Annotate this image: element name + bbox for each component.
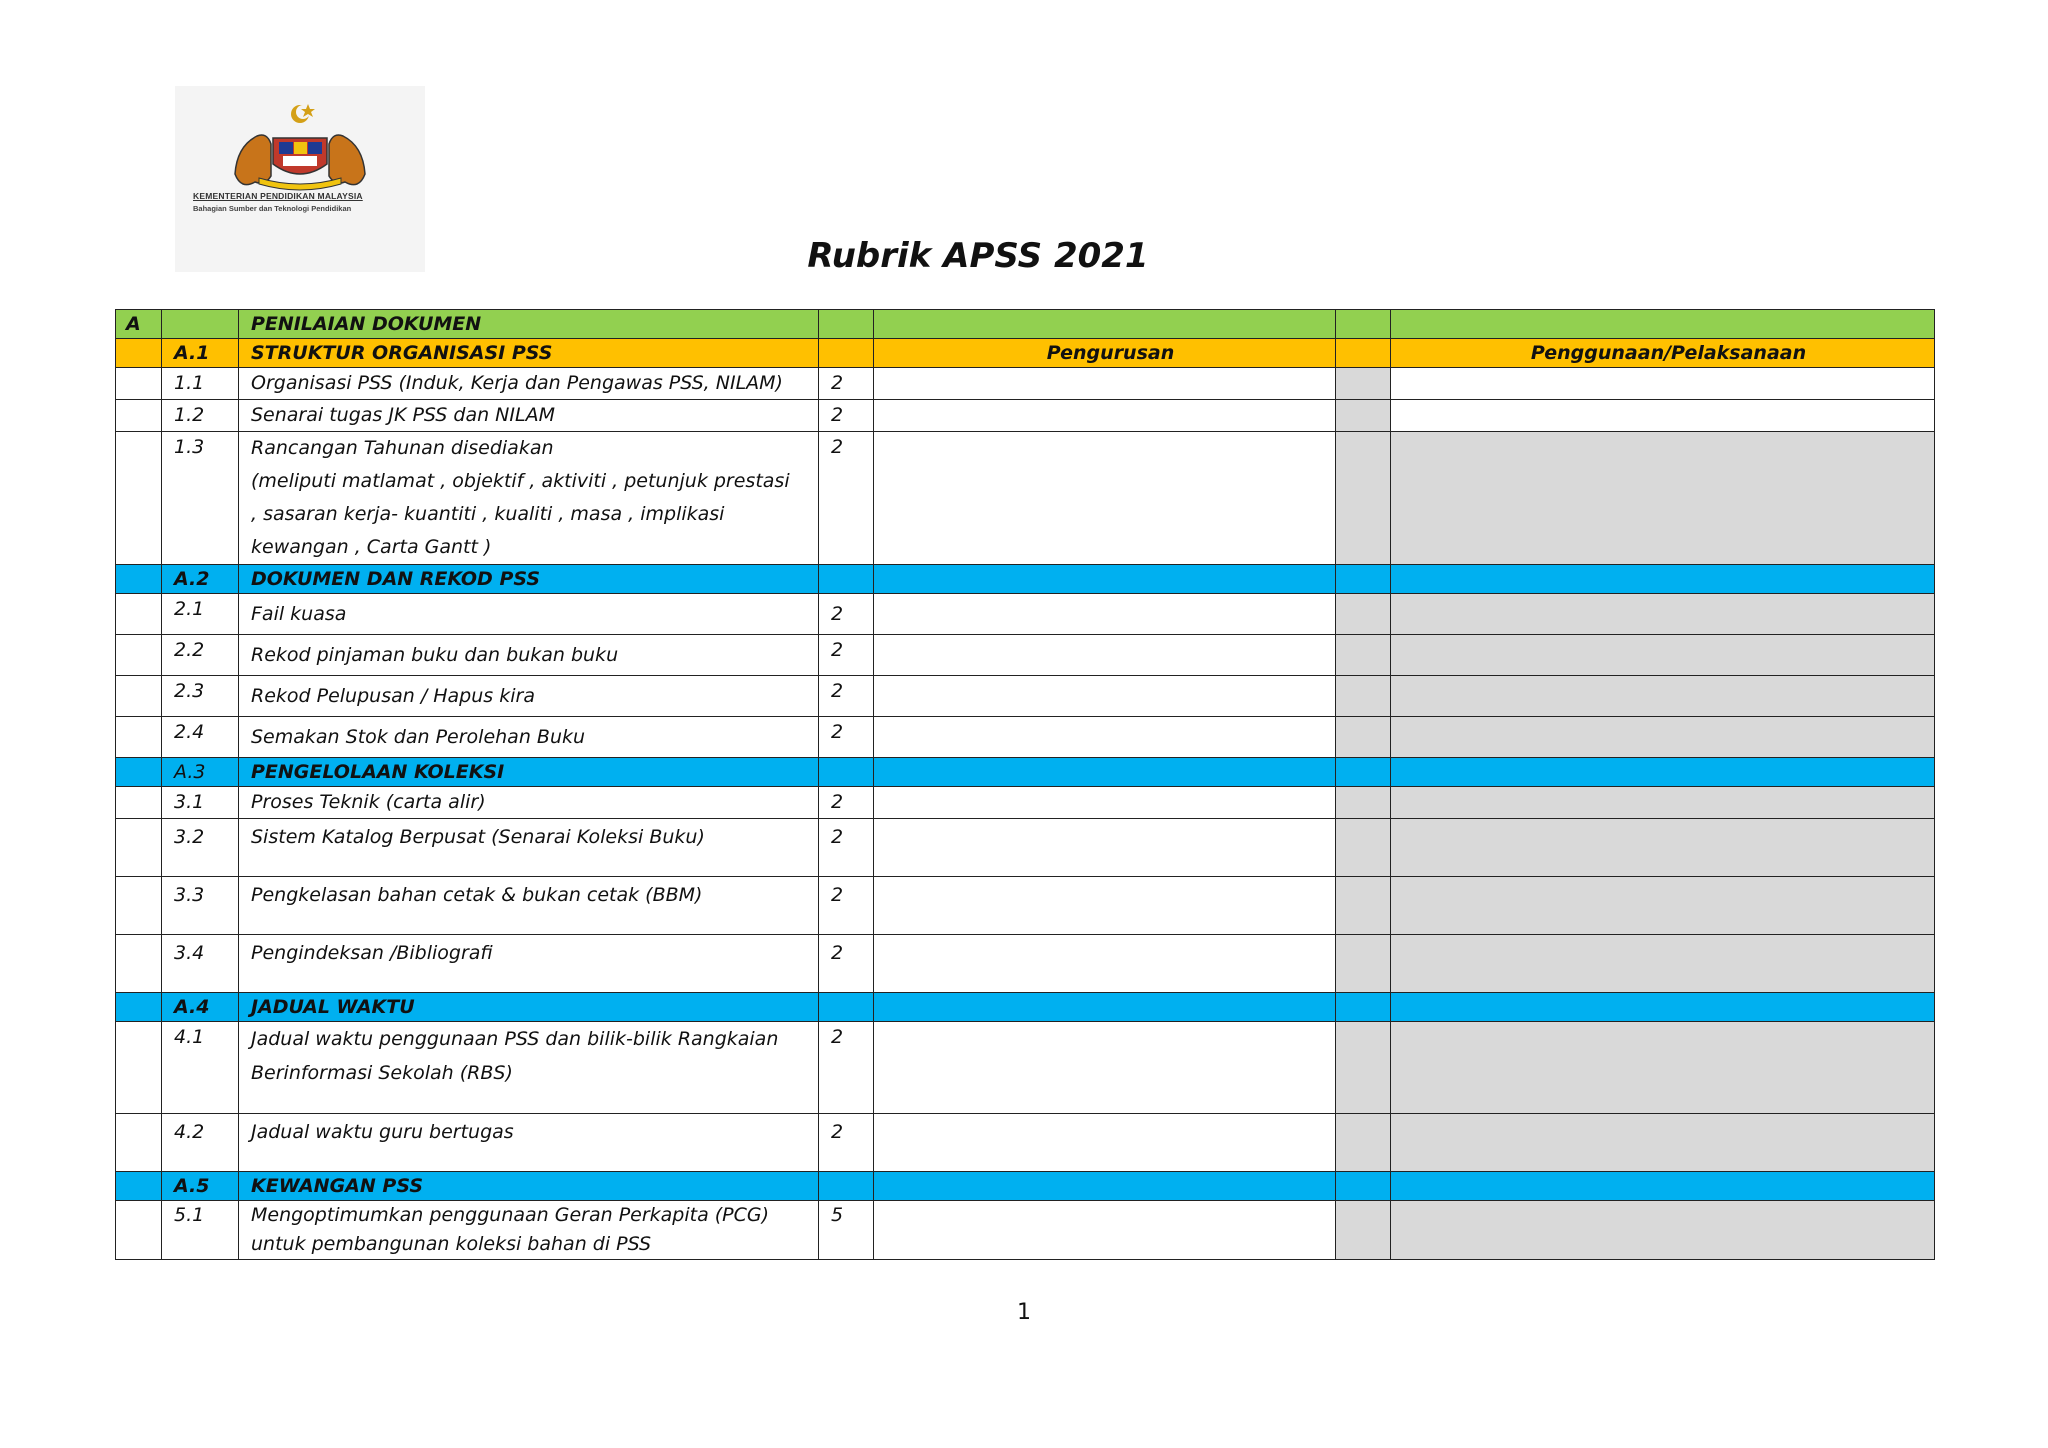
empty-cell bbox=[874, 310, 1336, 339]
item-number: 3.4 bbox=[162, 935, 239, 993]
page-number: 1 bbox=[1017, 1300, 1031, 1325]
pengurusan-cell bbox=[874, 432, 1336, 565]
pengurusan-cell bbox=[874, 717, 1336, 758]
empty-cell bbox=[819, 565, 874, 594]
item-text-cell bbox=[239, 1022, 819, 1114]
empty-cell bbox=[116, 1114, 162, 1172]
pengurusan-cell bbox=[874, 676, 1336, 717]
empty-cell bbox=[116, 1022, 162, 1114]
rubric-table bbox=[115, 309, 1935, 1260]
grey-cell bbox=[1336, 787, 1391, 819]
table-row bbox=[116, 400, 1935, 432]
ministry-division: Bahagian Sumber dan Teknologi Pendidikan bbox=[193, 204, 352, 213]
pengurusan-cell bbox=[874, 787, 1336, 819]
subsection-title: PENGELOLAAN KOLEKSI bbox=[239, 758, 819, 787]
empty-cell bbox=[819, 1172, 874, 1201]
empty-cell bbox=[1391, 565, 1935, 594]
empty-cell bbox=[116, 565, 162, 594]
item-score: 2 bbox=[819, 1114, 874, 1172]
penggunaan-cell bbox=[1391, 400, 1935, 432]
item-number: 4.1 bbox=[162, 1022, 239, 1114]
item-score: 2 bbox=[819, 819, 874, 877]
item-text: Semakan Stok dan Perolehan Buku bbox=[239, 717, 819, 758]
empty-cell bbox=[1336, 993, 1391, 1022]
table-row bbox=[116, 368, 1935, 400]
empty-cell bbox=[116, 819, 162, 877]
subsection-header-row bbox=[116, 339, 1935, 368]
pengurusan-cell bbox=[874, 1114, 1336, 1172]
empty-cell bbox=[116, 717, 162, 758]
grey-cell bbox=[1336, 432, 1391, 565]
pengurusan-cell bbox=[874, 635, 1336, 676]
item-number: 3.2 bbox=[162, 819, 239, 877]
empty-cell bbox=[819, 310, 874, 339]
subsection-title: DOKUMEN DAN REKOD PSS bbox=[239, 565, 819, 594]
grey-cell bbox=[1336, 400, 1391, 432]
pengurusan-cell bbox=[874, 819, 1336, 877]
subsection-title: JADUAL WAKTU bbox=[239, 993, 819, 1022]
empty-cell bbox=[874, 565, 1336, 594]
pengurusan-cell bbox=[874, 1022, 1336, 1114]
subsection-header-row bbox=[116, 758, 1935, 787]
item-score: 2 bbox=[819, 594, 874, 635]
table-row bbox=[116, 432, 1935, 565]
penggunaan-cell bbox=[1391, 368, 1935, 400]
table-row bbox=[116, 877, 1935, 935]
empty-cell bbox=[116, 877, 162, 935]
empty-cell bbox=[116, 339, 162, 368]
empty-cell bbox=[116, 787, 162, 819]
penggunaan-cell bbox=[1391, 1022, 1935, 1114]
empty-cell bbox=[116, 935, 162, 993]
item-text: Jadual waktu guru bertugas bbox=[239, 1114, 819, 1172]
penggunaan-cell bbox=[1391, 787, 1935, 819]
empty-cell bbox=[819, 758, 874, 787]
table-row bbox=[116, 935, 1935, 993]
subsection-title: KEWANGAN PSS bbox=[239, 1172, 819, 1201]
subsection-code: A.5 bbox=[162, 1172, 239, 1201]
item-number: 2.1 bbox=[162, 594, 239, 635]
empty-cell bbox=[819, 339, 874, 368]
column-header-pengurusan: Pengurusan bbox=[874, 339, 1336, 368]
empty-cell bbox=[116, 1201, 162, 1260]
item-number: 1.2 bbox=[162, 400, 239, 432]
table-row bbox=[116, 1201, 1935, 1260]
item-text: Organisasi PSS (Induk, Kerja dan Pengawas PSS, NILAM) bbox=[239, 368, 819, 400]
empty-cell bbox=[116, 676, 162, 717]
pengurusan-cell bbox=[874, 400, 1336, 432]
penggunaan-cell bbox=[1391, 635, 1935, 676]
item-text: Sistem Katalog Berpusat (Senarai Koleksi Buku) bbox=[239, 819, 819, 877]
item-number: 2.2 bbox=[162, 635, 239, 676]
item-score: 2 bbox=[819, 400, 874, 432]
empty-cell bbox=[874, 758, 1336, 787]
pengurusan-cell bbox=[874, 1201, 1336, 1260]
subsection-header-row bbox=[116, 993, 1935, 1022]
item-score: 2 bbox=[819, 787, 874, 819]
grey-cell bbox=[1336, 717, 1391, 758]
empty-cell bbox=[116, 635, 162, 676]
column-header-penggunaan: Penggunaan/Pelaksanaan bbox=[1391, 339, 1935, 368]
penggunaan-cell bbox=[1391, 1114, 1935, 1172]
subsection-header-row bbox=[116, 565, 1935, 594]
item-number: 3.1 bbox=[162, 787, 239, 819]
subsection-code: A.4 bbox=[162, 993, 239, 1022]
empty-cell bbox=[1336, 758, 1391, 787]
grey-cell bbox=[1336, 635, 1391, 676]
table-row bbox=[116, 594, 1935, 635]
subsection-code: A.1 bbox=[162, 339, 239, 368]
item-text-cell bbox=[239, 1201, 819, 1260]
table-row bbox=[116, 819, 1935, 877]
section-code: A bbox=[116, 310, 162, 339]
table-row bbox=[116, 635, 1935, 676]
item-text: Pengindeksan /Bibliografi bbox=[239, 935, 819, 993]
empty-cell bbox=[116, 400, 162, 432]
item-number: 1.1 bbox=[162, 368, 239, 400]
penggunaan-cell bbox=[1391, 432, 1935, 565]
grey-cell bbox=[1336, 1201, 1391, 1260]
grey-cell bbox=[1336, 594, 1391, 635]
penggunaan-cell bbox=[1391, 1201, 1935, 1260]
grey-cell bbox=[1336, 877, 1391, 935]
empty-cell bbox=[874, 1172, 1336, 1201]
empty-cell bbox=[116, 432, 162, 565]
item-number: 2.3 bbox=[162, 676, 239, 717]
empty-cell bbox=[1336, 310, 1391, 339]
penggunaan-cell bbox=[1391, 935, 1935, 993]
item-score: 2 bbox=[819, 1022, 874, 1114]
item-text: Rekod pinjaman buku dan bukan buku bbox=[239, 635, 819, 676]
empty-cell bbox=[1391, 758, 1935, 787]
grey-cell bbox=[1336, 1022, 1391, 1114]
table-row bbox=[116, 676, 1935, 717]
page-title: Rubrik APSS 2021 bbox=[807, 236, 1149, 276]
ministry-name: KEMENTERIAN PENDIDIKAN MALAYSIA bbox=[193, 191, 363, 201]
item-number: 3.3 bbox=[162, 877, 239, 935]
item-text: Jadual waktu penggunaan PSS dan bilik-bilik Rangkaian Berinformasi Sekolah (RBS) bbox=[251, 1028, 779, 1084]
subsection-title: STRUKTUR ORGANISASI PSS bbox=[239, 339, 819, 368]
item-score: 2 bbox=[819, 368, 874, 400]
empty-cell bbox=[162, 310, 239, 339]
item-score: 2 bbox=[819, 676, 874, 717]
empty-cell bbox=[1391, 993, 1935, 1022]
item-number: 4.2 bbox=[162, 1114, 239, 1172]
grey-cell bbox=[1336, 676, 1391, 717]
item-score: 2 bbox=[819, 935, 874, 993]
item-text: Fail kuasa bbox=[239, 594, 819, 635]
item-text: Rekod Pelupusan / Hapus kira bbox=[239, 676, 819, 717]
grey-cell bbox=[1336, 935, 1391, 993]
penggunaan-cell bbox=[1391, 877, 1935, 935]
table-row bbox=[116, 717, 1935, 758]
empty-cell bbox=[874, 993, 1336, 1022]
pengurusan-cell bbox=[874, 877, 1336, 935]
subsection-code: A.3 bbox=[162, 758, 239, 787]
item-text-detail: (meliputi matlamat , objektif , aktiviti , petunjuk prestasi , sasaran kerja- kuantiti , kualiti , masa , implikasi kewangan , Carta Gantt ) bbox=[251, 470, 790, 558]
empty-cell bbox=[1391, 1172, 1935, 1201]
grey-cell bbox=[1336, 819, 1391, 877]
section-title: PENILAIAN DOKUMEN bbox=[239, 310, 819, 339]
table-row bbox=[116, 1022, 1935, 1114]
empty-cell bbox=[116, 758, 162, 787]
item-text: Proses Teknik (carta alir) bbox=[239, 787, 819, 819]
empty-cell bbox=[819, 993, 874, 1022]
empty-cell bbox=[116, 993, 162, 1022]
penggunaan-cell bbox=[1391, 819, 1935, 877]
item-text: Mengoptimumkan penggunaan Geran Perkapita (PCG) untuk pembangunan koleksi bahan di PSS bbox=[251, 1204, 770, 1255]
empty-cell bbox=[116, 594, 162, 635]
pengurusan-cell bbox=[874, 594, 1336, 635]
item-score: 5 bbox=[819, 1201, 874, 1260]
table-row bbox=[116, 787, 1935, 819]
empty-cell bbox=[1391, 310, 1935, 339]
pengurusan-cell bbox=[874, 368, 1336, 400]
section-header-row bbox=[116, 310, 1935, 339]
empty-cell bbox=[116, 368, 162, 400]
item-score: 2 bbox=[819, 635, 874, 676]
empty-cell bbox=[1336, 565, 1391, 594]
item-text-cell bbox=[239, 432, 819, 565]
item-text: Senarai tugas JK PSS dan NILAM bbox=[239, 400, 819, 432]
pengurusan-cell bbox=[874, 935, 1336, 993]
item-score: 2 bbox=[819, 432, 874, 565]
penggunaan-cell bbox=[1391, 676, 1935, 717]
table-row bbox=[116, 1114, 1935, 1172]
subsection-code: A.2 bbox=[162, 565, 239, 594]
item-number: 2.4 bbox=[162, 717, 239, 758]
item-score: 2 bbox=[819, 717, 874, 758]
empty-cell bbox=[1336, 1172, 1391, 1201]
item-score: 2 bbox=[819, 877, 874, 935]
penggunaan-cell bbox=[1391, 594, 1935, 635]
subsection-header-row bbox=[116, 1172, 1935, 1201]
empty-cell bbox=[116, 1172, 162, 1201]
grey-cell bbox=[1336, 368, 1391, 400]
grey-cell bbox=[1336, 1114, 1391, 1172]
penggunaan-cell bbox=[1391, 717, 1935, 758]
item-text: Pengkelasan bahan cetak & bukan cetak (BBM) bbox=[239, 877, 819, 935]
empty-cell bbox=[1336, 339, 1391, 368]
item-number: 5.1 bbox=[162, 1201, 239, 1260]
item-number: 1.3 bbox=[162, 432, 239, 565]
item-text: Rancangan Tahunan disediakan bbox=[251, 437, 554, 459]
